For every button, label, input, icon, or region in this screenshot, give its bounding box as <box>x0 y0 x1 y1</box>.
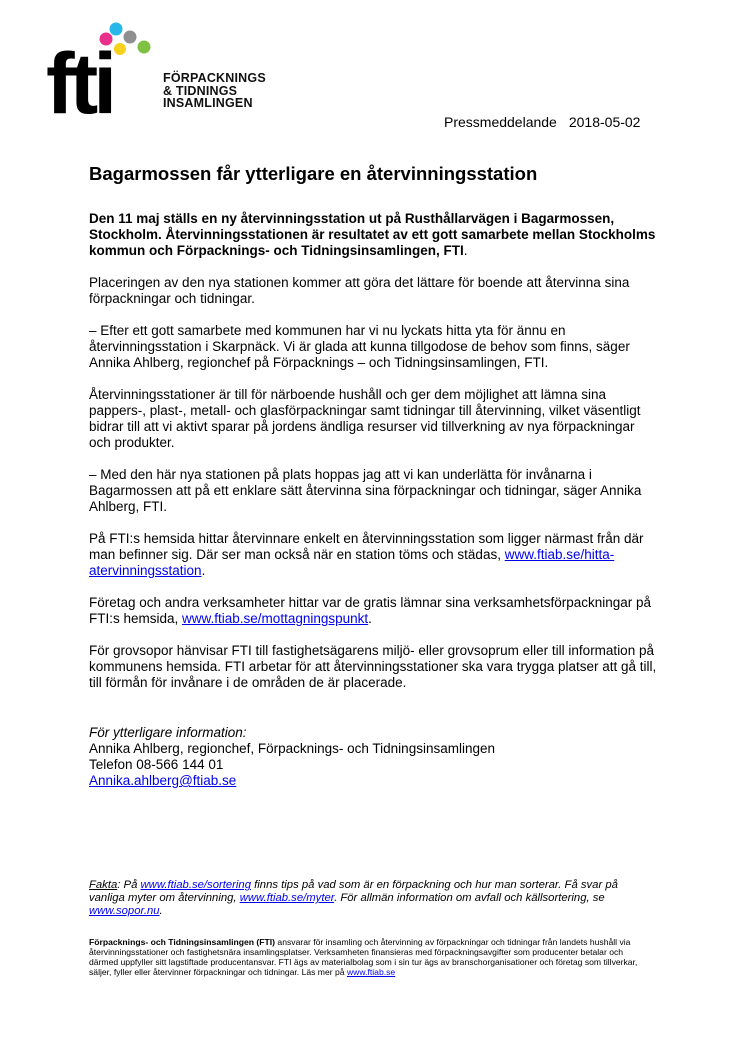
paragraph-5-end: . <box>201 563 206 578</box>
lead-text: Den 11 maj ställs en ny återvinningsstation ut på Rusthållarvägen i Bagarmossen, Stockholm. Återvinningsstationen är resultatet av ett gott samarbete mellan Stockholms kommun och Förpacknings- och Tidningsinsamlingen, FTI <box>89 211 656 258</box>
article-body <box>89 163 659 789</box>
contact-block <box>89 725 659 789</box>
doc-type: Pressmeddelande <box>444 114 557 130</box>
article-title: Bagarmossen får ytterligare en återvinningsstation <box>89 163 538 184</box>
about-fti <box>89 937 654 977</box>
about-org: Förpacknings- och Tidningsinsamlingen (FTI) <box>89 937 276 947</box>
paragraph-6-text: Företag och andra verksamheter hittar var de gratis lämnar sina verksamhetsförpackningar på FTI:s hemsida, <box>89 595 652 626</box>
logo-dot-yellow <box>114 43 126 55</box>
paragraph-5 <box>89 531 659 579</box>
press-header <box>444 114 640 130</box>
sopor-link[interactable]: www.sopor.nu <box>89 905 160 917</box>
paragraph-7: För grovsopor hänvisar FTI till fastighetsägarens miljö- eller grovsoprum eller till information på kommunens hemsida. FTI arbetar för att återvinningsstationer ska vara trygga platser att gå till, till förmån för invånare i de områden de är placerade. <box>89 643 657 690</box>
paragraph-6 <box>89 595 659 627</box>
paragraph-5-text: På FTI:s hemsida hittar återvinnare enkelt en återvinningsstation som ligger närmast från där man befinner sig. Där ser man också när en station töms och städas, <box>89 531 644 562</box>
logo-line-1: FÖRPACKNINGS <box>163 71 266 85</box>
paragraph-2: – Efter ett gott samarbete med kommunen har vi nu lyckats hitta yta för ännu en återvinningsstation i Skarpnäck. Vi är glada att kunna tillgodose de behov som finns, säger Annika Ahlberg, regionchef på Förpacknings – och Tidningsinsamlingen, FTI. <box>89 323 630 370</box>
contact-name: Annika Ahlberg, regionchef, Förpacknings- och Tidningsinsamlingen <box>89 741 495 756</box>
logo-wordmark: fti <box>46 36 113 122</box>
logo-dot-blue <box>110 23 123 36</box>
paragraph-3: Återvinningsstationer är till för närboende hushåll och ger dem möjlighet att lämna sina pappers-, plast-, metall- och glasförpackningar samt tidningar till återvinning, vilket väsentligt bidrar till att vi aktivt sparar på jordens ändliga resurser vid tillverkning av nya förpackningar och produkter. <box>89 387 641 450</box>
about-text: ansvarar för insamling och återvinning av förpackningar och tidningar från landets hushåll via återvinningsstationer och fastighetsnära insamlingsplatser. Verksamheten finansieras med förpackningsavgifter som producenter betalar och därmed uppfyller sitt lagstiftade producentansvar. FTI ägs av materialbolag som i sin tur ägs av branschorganisationer och företag som tillverkar, säljer, fyller eller återvinner förpackningar och tidningar. Läs mer på <box>89 937 638 977</box>
mottagningspunkt-link[interactable]: www.ftiab.se/mottagningspunkt <box>182 611 369 626</box>
fakta-text-3: . För allmän information om avfall och källsortering, se <box>334 892 605 904</box>
logo-tagline <box>163 72 266 110</box>
logo-line-3: INSAMLINGEN <box>163 96 253 110</box>
fakta-text-4: . <box>159 905 163 917</box>
myter-link[interactable]: www.ftiab.se/myter <box>239 892 335 904</box>
lead-end: . <box>463 243 468 258</box>
article-lead <box>89 211 659 259</box>
logo-line-2: & TIDNINGS <box>163 83 238 98</box>
press-date: 2018-05-02 <box>568 114 641 130</box>
fakta-label: Fakta <box>89 879 118 891</box>
fakta-box <box>89 879 649 918</box>
ftiab-link[interactable]: www.ftiab.se <box>346 967 396 977</box>
logo-dot-green <box>138 41 151 54</box>
hitta-station-link[interactable]: www.ftiab.se/hitta-atervinningsstation <box>89 547 615 578</box>
paragraph-6-end: . <box>368 611 372 626</box>
paragraph-1: Placeringen av den nya stationen kommer att göra det lättare för boende att återvinna sina förpackningar och tidningar. <box>89 275 630 306</box>
logo-dot-gray <box>124 31 137 44</box>
contact-email-link[interactable]: Annika.ahlberg@ftiab.se <box>89 773 237 788</box>
sortering-link[interactable]: www.ftiab.se/sortering <box>140 879 252 891</box>
contact-phone: Telefon 08-566 144 01 <box>89 757 224 772</box>
fakta-text-2: finns tips på vad som är en förpackning och hur man sorterar. Få svar på vanliga myter om återvinning, <box>89 879 618 904</box>
contact-heading: För ytterligare information: <box>89 725 247 740</box>
fakta-text-1: : På <box>117 879 141 891</box>
paragraph-4: – Med den här nya stationen på plats hoppas jag att vi kan underlätta för invånarna i Bagarmossen att på ett enklare sätt återvinna sina förpackningar och tidningar, säger Annika Ahlberg, FTI. <box>89 467 642 514</box>
